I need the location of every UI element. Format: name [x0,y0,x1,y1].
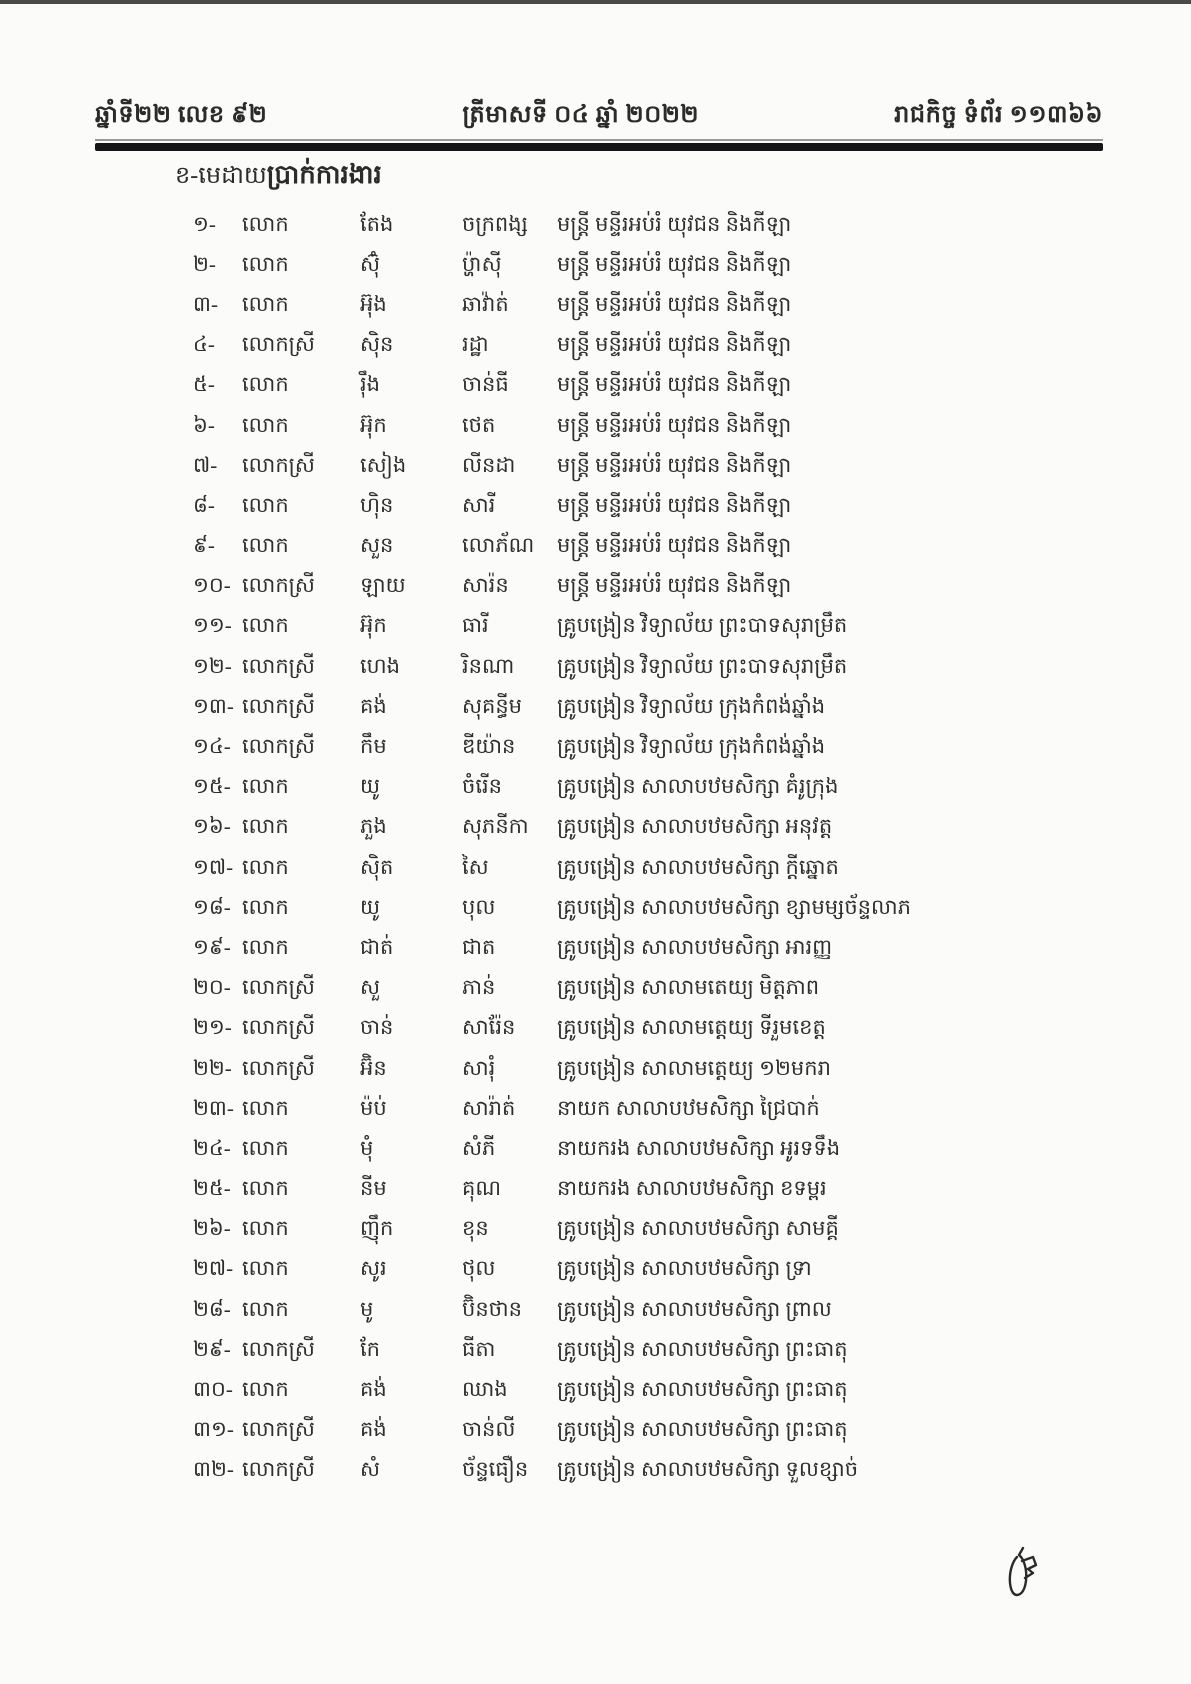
recipient-given-name: ភាន់ [462,975,496,1000]
recipient-given-name: ចក្រពង្ស [462,211,528,236]
header-rule-thin [95,139,1103,141]
recipient-given-name: សារ៉ន [462,573,509,598]
pen-scribble-icon [995,1545,1055,1620]
recipient-row [193,970,1131,1010]
row-number: ៨- [193,492,215,517]
recipient-role: មន្ត្រី មន្ទីរអប់រំ យុវជន និងកីឡា [557,533,792,558]
recipient-role: មន្ត្រី មន្ទីរអប់រំ យុវជន និងកីឡា [557,452,792,477]
recipient-given-name: រដ្ឋា [462,332,489,357]
honorific-title: លោកស្រី [242,975,315,1000]
row-number: ៣- [193,291,218,316]
row-number: ១៦- [193,814,231,839]
recipient-surname: គង់ [360,693,387,718]
recipient-row [193,286,1131,326]
row-number: ៣០- [193,1377,233,1402]
recipient-given-name: ថេត [462,412,496,437]
row-number: ២- [193,251,216,276]
recipient-row [193,1211,1131,1251]
row-number: ២២- [193,1055,232,1080]
recipient-row [193,246,1131,286]
honorific-title: លោក [242,1176,289,1201]
honorific-title: លោក [242,1095,289,1120]
recipient-role: គ្រូបង្រៀន វិទ្យាល័យ ព្រះបាទសុរាម្រឹត [557,653,848,678]
row-number: ៣២- [193,1457,234,1482]
recipient-row [193,487,1131,527]
honorific-title: លោក [242,372,289,397]
recipient-row [193,407,1131,447]
honorific-title: លោកស្រី [242,1457,315,1482]
recipient-surname: គង់ [360,1417,387,1442]
recipient-given-name: លោភ័ណ [462,533,535,558]
honorific-title: លោក [242,1256,289,1281]
recipient-given-name: ចាន់លី [462,1417,516,1442]
row-number: ៤- [193,332,215,357]
recipient-surname: តែង [360,211,394,236]
recipient-surname: យូ [360,774,380,799]
recipient-row [193,1251,1131,1291]
recipient-role: គ្រូបង្រៀន សាលាបឋមសិក្សា ព្រះធាតុ [557,1377,848,1402]
recipient-role: មន្ត្រី មន្ទីរអប់រំ យុវជន និងកីឡា [557,251,792,276]
row-number: ៦- [193,412,215,437]
honorific-title: លោក [242,492,289,517]
recipient-surname: ស៊ិត [360,854,394,879]
row-number: ៩- [193,533,215,558]
recipient-surname: សៀង [360,452,407,477]
running-head [95,88,1103,134]
row-number: ៥- [193,372,215,397]
recipient-role: គ្រូបង្រៀន វិទ្យាល័យ ព្រះបាទសុរាម្រឹត [557,613,848,638]
recipient-role: គ្រូបង្រៀន សាលាមតេយ្យ មិត្តភាព [557,975,820,1000]
recipient-role: មន្ត្រី មន្ទីរអប់រំ យុវជន និងកីឡា [557,372,792,397]
row-number: ១- [193,211,216,236]
recipient-role: មន្ត្រី មន្ទីរអប់រំ យុវជន និងកីឡា [557,412,792,437]
recipient-surname: អ៊ុក [360,412,387,437]
honorific-title: លោក [242,533,289,558]
row-number: ១៣- [193,693,234,718]
recipient-given-name: ប៊ិនថាន [462,1296,522,1321]
recipient-row [193,929,1131,969]
recipient-row [193,327,1131,367]
recipient-row [193,528,1131,568]
recipient-role: គ្រូបង្រៀន សាលាបឋមសិក្សា ខ្សាមម្សច័ន្ទលាភ [557,894,912,919]
recipient-surname: កែ [360,1336,380,1361]
recipient-row [193,688,1131,728]
honorific-title: លោកស្រី [242,734,315,759]
recipient-surname: អ៊ិន [360,1055,387,1080]
recipient-surname: សួ [360,975,380,1000]
recipient-given-name: ធារី [462,613,489,638]
recipient-surname: មុំ [360,1135,374,1160]
recipient-given-name: បុល [462,894,496,919]
recipient-row [193,206,1131,246]
recipient-role: មន្ត្រី មន្ទីរអប់រំ យុវជន និងកីឡា [557,492,792,517]
recipient-given-name: លីនដា [462,452,516,477]
recipient-given-name: ចំរើន [462,774,502,799]
recipient-surname: សូរ [360,1256,387,1281]
row-number: ៧- [193,452,218,477]
recipient-given-name: សារី [462,492,496,517]
row-number: ១៥- [193,774,231,799]
row-number: ២៨- [193,1296,231,1321]
recipient-row [193,809,1131,849]
row-number: ១០- [193,573,231,598]
recipient-role: មន្ត្រី មន្ទីរអប់រំ យុវជន និងកីឡា [557,332,792,357]
recipient-surname: អ៊ុក [360,613,387,638]
section-heading [175,158,382,196]
recipient-row [193,849,1131,889]
recipient-given-name: គុណ [462,1176,501,1201]
header-rule-thick [95,143,1103,151]
honorific-title: លោកស្រី [242,1015,315,1040]
recipient-row [193,1371,1131,1411]
recipient-surname: ឡាយ [360,573,406,598]
row-number: ២៤- [193,1135,231,1160]
recipient-row [193,1331,1131,1371]
recipient-surname: ម៉ប់ [360,1095,387,1120]
recipient-given-name: ថុល [462,1256,496,1281]
honorific-title: លោក [242,854,289,879]
recipient-row [193,769,1131,809]
recipient-given-name: សុគន្ធីម [462,693,522,718]
recipient-role: គ្រូបង្រៀន សាលាបឋមសិក្សា ទ្រា [557,1256,812,1281]
recipient-row [193,1090,1131,1130]
recipient-row [193,367,1131,407]
recipient-role: គ្រូបង្រៀន សាលាមត្តេយ្យ ១២មករា [557,1055,831,1080]
honorific-title: លោក [242,894,289,919]
recipient-role: គ្រូបង្រៀន សាលាបឋមសិក្សា ព្រាល [557,1296,832,1321]
recipient-given-name: ចាន់ធី [462,372,509,397]
row-number: ១៤- [193,734,231,759]
recipient-given-name: សំភី [462,1135,496,1160]
recipient-surname: ចាន់ [360,1015,394,1040]
recipient-row [193,1291,1131,1331]
recipient-surname: ហ៊ិន [360,492,394,517]
recipient-surname: ហេង [360,653,400,678]
recipient-given-name: សារុំ [462,1055,496,1080]
recipient-row [193,1412,1131,1452]
honorific-title: លោកស្រី [242,1055,315,1080]
recipient-role: មន្ត្រី មន្ទីរអប់រំ យុវជន និងកីឡា [557,573,792,598]
recipient-surname: ស៊ុំ [360,251,380,276]
header-quarter-year: ត្រីមាសទី ០៤ ឆ្នាំ ២០២២ [462,102,700,128]
recipient-row [193,1010,1131,1050]
recipient-given-name: ឈាង [462,1377,508,1402]
recipient-row [193,889,1131,929]
honorific-title: លោកស្រី [242,653,315,678]
honorific-title: លោក [242,412,289,437]
row-number: ២៥- [193,1176,231,1201]
honorific-title: លោក [242,1216,289,1241]
recipient-role: គ្រូបង្រៀន សាលាបឋមសិក្សា អនុវត្ត [557,814,833,839]
recipient-given-name: ឆាវ៉ាត់ [462,291,509,316]
recipient-surname: អ៊ុង [360,291,387,316]
honorific-title: លោក [242,211,289,236]
recipient-role: មន្ត្រី មន្ទីរអប់រំ យុវជន និងកីឡា [557,211,792,236]
recipient-surname: ស៊ិន [360,332,394,357]
recipient-surname: មូ [360,1296,374,1321]
recipient-role: គ្រូបង្រៀន សាលាបឋមសិក្សា អារញ្ញ [557,934,833,959]
recipient-row [193,1050,1131,1090]
recipient-role: គ្រូបង្រៀន សាលាបឋមសិក្សា ក្ដីឆ្នោត [557,854,839,879]
recipient-role: គ្រូបង្រៀន វិទ្យាល័យ ក្រុងកំពង់ឆ្នាំង [557,693,826,718]
scan-edge-artifact [0,0,1191,4]
recipient-row [193,1171,1131,1211]
row-number: ២៦- [193,1216,231,1241]
recipient-role: គ្រូបង្រៀន សាលាបឋមសិក្សា គំរូក្រុង [557,774,839,799]
recipient-row [193,728,1131,768]
recipient-given-name: ធីតា [462,1336,496,1361]
recipient-role: គ្រូបង្រៀន សាលាបឋមសិក្សា ព្រះធាតុ [557,1336,848,1361]
recipient-given-name: ជាត [462,934,496,959]
honorific-title: លោក [242,1135,289,1160]
row-number: ២១- [193,1015,232,1040]
recipient-role: គ្រូបង្រៀន សាលាបឋមសិក្សា សាមគ្គី [557,1216,839,1241]
recipient-given-name: សារ៉ាត់ [462,1095,516,1120]
recipient-surname: ញ៉ឹក [360,1216,394,1241]
recipient-given-name: ប្ហ៉ាស៊ី [462,251,502,276]
honorific-title: លោក [242,1377,289,1402]
honorific-title: លោកស្រី [242,1336,315,1361]
recipient-surname: ជាត់ [360,934,394,959]
recipient-surname: យូ [360,894,380,919]
honorific-title: លោក [242,814,289,839]
honorific-title: លោក [242,774,289,799]
recipient-role: គ្រូបង្រៀន វិទ្យាល័យ ក្រុងកំពង់ឆ្នាំង [557,734,826,759]
recipient-role: គ្រូបង្រៀន សាលាមត្តេយ្យ ទីរួមខេត្ត [557,1015,826,1040]
header-year-issue: ឆ្នាំទី២២ លេខ ៩២ [95,102,268,128]
recipient-given-name: សៃ [462,854,489,879]
recipient-surname: កឹម [360,734,387,759]
recipient-role: នាយករង សាលាបឋមសិក្សា ខទម្ពរ [557,1176,827,1201]
recipient-given-name: ច័ន្ទធឿន [462,1457,529,1482]
recipient-given-name: សុភនីកា [462,814,529,839]
recipient-row [193,447,1131,487]
recipient-surname: គង់ [360,1377,387,1402]
section-heading-prefix: ខ-មេដាយ [175,163,267,189]
honorific-title: លោក [242,251,289,276]
honorific-title: លោក [242,291,289,316]
row-number: ១២- [193,653,232,678]
recipient-surname: សំ [360,1457,380,1482]
recipient-role: នាយក សាលាបឋមសិក្សា ជ្រៃបាក់ [557,1095,820,1120]
recipient-role: គ្រូបង្រៀន សាលាបឋមសិក្សា ទួលខ្សាច់ [557,1457,859,1482]
row-number: ៣១- [193,1417,234,1442]
recipient-row [193,608,1131,648]
recipient-surname: រ៉ឹង [360,372,380,397]
recipient-row [193,648,1131,688]
row-number: ១៧- [193,854,234,879]
honorific-title: លោកស្រី [242,452,315,477]
recipient-surname: ភួង [360,814,387,839]
row-number: ២៩- [193,1336,231,1361]
row-number: ២០- [193,975,231,1000]
recipient-row [193,1130,1131,1170]
recipient-surname: នីម [360,1176,387,1201]
recipient-row [193,568,1131,608]
honorific-title: លោក [242,934,289,959]
recipient-row [193,1452,1131,1492]
honorific-title: លោក [242,1296,289,1321]
row-number: ១៨- [193,894,231,919]
honorific-title: លោក [242,613,289,638]
honorific-title: លោកស្រី [242,332,315,357]
recipient-given-name: ខុន [462,1216,489,1241]
row-number: ១១- [193,613,232,638]
recipient-list [193,206,1131,1492]
honorific-title: លោកស្រី [242,1417,315,1442]
section-heading-medal-name: ប្រាក់ការងារ [266,160,382,189]
recipient-given-name: ឌីយ៉ាន [462,734,516,759]
header-journal-page: រាជកិច្ច ទំព័រ ១១៣៦៦ [894,102,1103,128]
row-number: ២៣- [193,1095,234,1120]
row-number: ២៧- [193,1256,234,1281]
recipient-role: មន្ត្រី មន្ទីរអប់រំ យុវជន និងកីឡា [557,291,792,316]
recipient-given-name: សារ៉ែន [462,1015,516,1040]
recipient-role: នាយករង សាលាបឋមសិក្សា អូរទទឹង [557,1135,841,1160]
row-number: ១៩- [193,934,231,959]
recipient-role: គ្រូបង្រៀន សាលាបឋមសិក្សា ព្រះធាតុ [557,1417,848,1442]
honorific-title: លោកស្រី [242,693,315,718]
honorific-title: លោកស្រី [242,573,315,598]
recipient-given-name: រិនណា [462,653,515,678]
recipient-surname: សួន [360,533,394,558]
